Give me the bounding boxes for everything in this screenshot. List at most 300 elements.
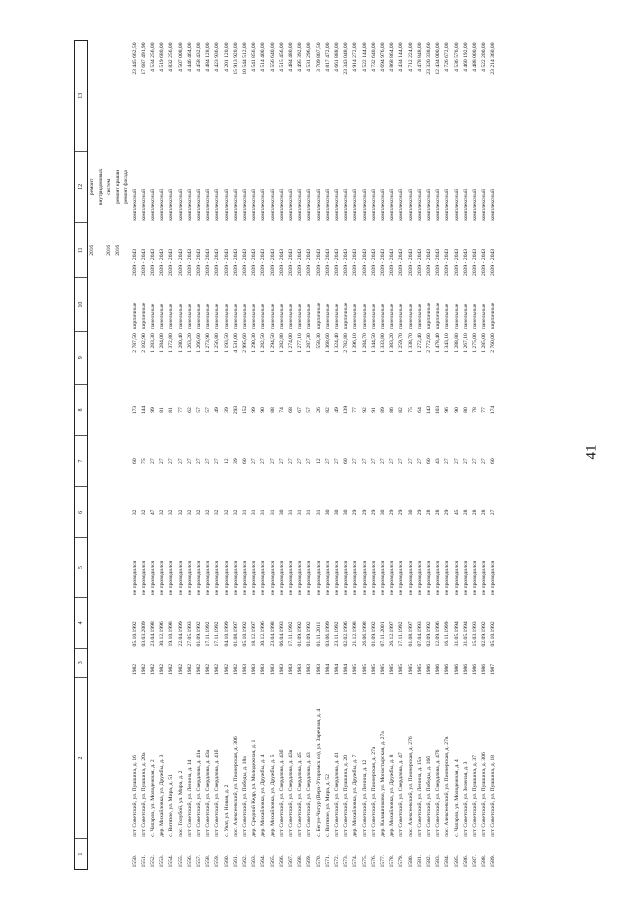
table-cell: комплексный — [435, 188, 442, 221]
table-cell: 1585. — [453, 854, 460, 868]
table-cell: 03.06.1999 — [324, 621, 331, 647]
table-cell: панельные — [453, 303, 460, 330]
table-cell: 1983 — [241, 663, 248, 676]
table-row — [195, 41, 204, 870]
table-cell: пгт Советский, ул. Свердлова, д. 41 — [333, 752, 340, 837]
table-cell: 1 383,20 — [389, 333, 396, 353]
table-row — [443, 41, 452, 870]
table-cell: 4 522 144,00 — [361, 42, 368, 72]
table-cell: 32 — [186, 509, 193, 516]
subheader-row-5 — [122, 41, 131, 870]
table-cell: 1 277,10 — [297, 333, 304, 353]
table-cell: 29 — [352, 509, 359, 516]
table-cell: комплексный — [149, 188, 156, 221]
table-cell: панельные — [214, 303, 221, 330]
subheader-row-3 — [105, 41, 114, 870]
table-cell: 1557. — [195, 854, 202, 868]
table-cell: 27 — [251, 458, 258, 464]
table-cell: 1 272,40 — [416, 333, 423, 353]
table-cell: 02.09.1992 — [426, 621, 432, 647]
table-row — [131, 41, 140, 870]
table-cell: комплексный — [389, 188, 396, 221]
table-cell: панельные — [186, 303, 193, 330]
table-cell: 60 — [490, 458, 497, 464]
table-cell: панельные — [407, 303, 414, 330]
table-cell: комплексный — [398, 188, 405, 221]
table-cell: 1561. — [232, 854, 239, 868]
table-cell: пгт Советский, ул. Свердлова, д. 43 — [306, 752, 313, 837]
table-cell: 27 — [159, 458, 166, 464]
table-cell: 1 333,80 — [379, 333, 386, 353]
table-cell: 1986 — [481, 663, 488, 676]
table-cell: 1982 — [195, 663, 202, 676]
table-body — [88, 41, 499, 870]
table-cell: 2039 - 2043 — [251, 248, 258, 276]
header-col-6: 6 — [75, 487, 88, 538]
table-cell: пгт Советский, ул. Пушкина, д. 20 — [343, 755, 350, 837]
table-row — [342, 41, 351, 870]
table-cell: 4 556 640,00 — [269, 42, 276, 72]
table-cell: 92 — [361, 407, 368, 413]
table-row — [287, 41, 296, 870]
table-cell: пгт Советский, ул. Свердлова, д. 43в — [287, 749, 294, 837]
table-cell: дер. Михайловка, ул. Дружбы, д. 8 — [389, 754, 396, 837]
table-cell: 43 — [435, 458, 442, 464]
table-cell: 75 — [407, 407, 414, 413]
table-cell: 1572. — [333, 854, 340, 868]
table-cell: 1576. — [370, 854, 377, 868]
table-cell: 28 — [435, 509, 442, 516]
table-cell: 27 — [389, 458, 396, 464]
table-cell: 1577. — [379, 854, 386, 868]
table-cell: 01.08.1997 — [407, 621, 414, 647]
table-cell: комплексный — [159, 188, 166, 221]
table-cell: 2039 - 2043 — [306, 248, 313, 276]
table-cell: 1589. — [490, 854, 497, 868]
table-cell: 4 446 464,00 — [186, 42, 193, 72]
table-cell: не проводился — [333, 560, 340, 596]
table-cell: комплексный — [297, 188, 304, 221]
table-cell: комплексный — [177, 188, 184, 221]
table-cell: 62 — [186, 407, 193, 413]
table-cell: с. Чапарло, ул. Молодежная, д. 2 — [149, 759, 156, 837]
table-cell: панельные — [472, 303, 479, 330]
table-cell: не проводился — [149, 560, 156, 596]
subheader-year-3: 2016 — [114, 244, 121, 256]
table-cell: комплексный — [205, 188, 212, 221]
table-cell: панельные — [269, 303, 276, 330]
table-cell: 2039 - 2043 — [453, 248, 460, 276]
table-cell: 10 544 512,00 — [241, 42, 248, 75]
table-cell: 1565. — [269, 854, 276, 868]
table-cell: 39 — [223, 407, 230, 413]
table-cell: не проводился — [361, 560, 368, 596]
table-cell: 32 — [205, 509, 212, 516]
table-cell: панельные — [361, 303, 368, 330]
table-cell: комплексный — [223, 188, 230, 221]
table-cell: 23 320 338,60 — [426, 42, 432, 75]
table-cell: 15 913 920,00 — [232, 42, 239, 75]
table-cell: 1 274,00 — [287, 333, 294, 353]
table-row — [462, 41, 471, 870]
table-cell: 2039 - 2043 — [416, 248, 423, 276]
table-cell: 80 — [462, 407, 469, 413]
table-row — [250, 41, 259, 870]
table-cell: 4 868 864,00 — [389, 42, 396, 72]
table-cell: 1 343,10 — [444, 333, 451, 353]
table-cell: не проводился — [131, 560, 138, 596]
table-row — [241, 41, 250, 870]
table-cell: не проводился — [168, 560, 175, 596]
table-cell: панельные — [398, 303, 405, 330]
table-cell: комплексный — [444, 188, 451, 221]
table-cell: не проводился — [232, 560, 239, 596]
table-cell: панельные — [306, 303, 313, 330]
header-col-10: 10 — [75, 278, 88, 331]
table-cell: 1986 — [472, 663, 479, 676]
table-cell: 2039 - 2043 — [379, 248, 386, 276]
table-cell: комплексный — [343, 188, 350, 221]
table-cell: 4 423 936,00 — [214, 42, 221, 72]
table-cell: кирпичные — [435, 302, 442, 330]
table-cell: 32 — [223, 509, 230, 516]
table-cell: 1556. — [186, 854, 193, 868]
table-row — [324, 41, 333, 870]
table-cell: 143 — [426, 405, 432, 415]
table-cell: кирпичные — [140, 302, 147, 330]
table-cell: пгт Советский, ул. Пушкина, д. 18 — [490, 755, 497, 837]
table-cell: 4 541 856,00 — [251, 42, 258, 72]
table-cell: 27 — [260, 458, 267, 464]
table-cell: 64 — [416, 407, 423, 413]
table-cell: панельные — [205, 303, 212, 330]
table-cell: не проводился — [453, 560, 460, 596]
table-cell: 1984 — [324, 663, 331, 676]
table-cell: 1982 — [159, 663, 166, 676]
table-cell: 27 — [472, 458, 479, 464]
table-cell: 1983 — [315, 663, 322, 676]
table-cell: панельные — [278, 303, 285, 330]
table-cell: 99 — [251, 407, 258, 413]
table-cell: 2 102,90 — [140, 333, 147, 353]
table-cell: 60 — [343, 458, 350, 464]
table-cell: 07.11.2001 — [379, 621, 386, 647]
table-cell: 2039 - 2043 — [205, 248, 212, 276]
table-cell: 1984 — [333, 663, 340, 676]
table-cell: пгт Советский, ул. Свердлова, д. 43а — [205, 749, 212, 837]
table-cell: 1584. — [444, 854, 451, 868]
table-cell: 1568. — [297, 854, 304, 868]
table-cell: не проводился — [214, 560, 221, 596]
table-cell: 1 338,70 — [407, 333, 414, 353]
table-cell: 15.03.1993 — [472, 621, 479, 647]
table-cell: комплексный — [416, 188, 423, 221]
table-cell: панельные — [251, 303, 258, 330]
table-cell: 81 — [168, 407, 175, 413]
table-cell: 01.09.1992 — [195, 621, 202, 647]
table-cell: 12 — [315, 458, 322, 464]
table-cell: панельные — [297, 303, 304, 330]
table-cell: пгт Советский, ул. Свердлова, д. 476 — [435, 749, 442, 837]
table-row — [379, 41, 388, 870]
table-cell: комплексный — [260, 188, 267, 221]
table-cell: панельные — [352, 303, 359, 330]
table-cell: 4 460 192,00 — [462, 42, 469, 72]
table-cell: 1982 — [205, 663, 212, 676]
table-row — [480, 41, 489, 870]
table-cell: 4 712 224,00 — [407, 42, 414, 72]
table-cell: 4 507 008,00 — [177, 42, 184, 72]
table-cell: панельные — [462, 303, 469, 330]
table-cell: не проводился — [444, 560, 451, 596]
table-cell: 2039 - 2043 — [195, 248, 202, 276]
table-cell: 1582. — [426, 854, 432, 868]
table-cell: 4 519 680,00 — [159, 42, 166, 72]
table-cell: не проводился — [324, 560, 331, 596]
table-cell: комплексный — [278, 188, 285, 221]
subheader-row-2 — [97, 41, 106, 870]
table-cell: 23.04.1998 — [269, 621, 276, 647]
table-cell: 90 — [453, 407, 460, 413]
table-cell: 32 — [214, 509, 221, 516]
table-cell: не проводился — [278, 560, 285, 596]
table-cell: 1985 — [352, 663, 359, 676]
table-cell: 2039 - 2043 — [315, 248, 322, 276]
table-cell: 04.10.1999 — [223, 621, 230, 647]
table-cell: не проводился — [379, 560, 386, 596]
table-cell: 2039 - 2043 — [177, 248, 184, 276]
table-cell: 88 — [269, 407, 276, 413]
table-cell: 1 280,40 — [177, 333, 184, 353]
table-cell: кирпичные — [315, 302, 322, 330]
table-cell: 1569. — [306, 854, 313, 868]
table-cell: панельные — [260, 303, 267, 330]
table-cell: 173 — [131, 405, 138, 415]
table-cell: панельные — [287, 303, 294, 330]
table-cell: с. Бегун-Чигур (Верх-Утиримск оз), ул. Заречная, д. 4 — [315, 708, 322, 837]
table-cell: 29 — [361, 509, 368, 516]
table-row — [315, 41, 324, 870]
table-cell: 4 817 472,00 — [324, 42, 331, 72]
table-cell: не проводился — [223, 560, 230, 596]
table-cell: 1558. — [205, 854, 212, 868]
table-cell: 27 — [297, 458, 304, 464]
table-cell: 1986 — [462, 663, 469, 676]
table-cell: 1 282,50 — [260, 333, 267, 353]
table-cell: 1571. — [324, 854, 331, 868]
table-cell: 1985 — [370, 663, 377, 676]
table-cell: 27 — [278, 458, 285, 464]
column-number-header — [75, 41, 88, 870]
table-cell: 4 914 272,00 — [352, 42, 359, 72]
table-cell: 17.11.1992 — [205, 621, 212, 647]
header-col-9: 9 — [75, 331, 88, 384]
header-col-4: 4 — [75, 597, 88, 648]
table-row — [167, 41, 176, 870]
header-col-7: 7 — [75, 436, 88, 487]
table-cell: 1579. — [398, 854, 405, 868]
table-cell: не проводился — [398, 560, 405, 596]
table-cell: панельные — [370, 303, 377, 330]
table-cell: 27 — [361, 458, 368, 464]
table-cell: дер. Михайловка, ул. Дружбы, д. 4 — [260, 754, 267, 837]
table-cell: не проводился — [260, 560, 267, 596]
table-cell: дер. Михайловка, ул. Дружбы, д. 3 — [159, 754, 166, 837]
table-cell: 29 — [370, 509, 377, 516]
table-cell: 29 — [398, 509, 405, 516]
table-cell: 26.12.1997 — [389, 621, 396, 647]
table-cell: 60 — [131, 458, 138, 464]
table-cell: 91 — [370, 407, 377, 413]
table-cell: 1983 — [287, 663, 294, 676]
table-cell: 49 — [333, 407, 340, 413]
subheader-roof-label: ремонт крыши — [114, 169, 121, 204]
table-cell: не проводился — [389, 560, 396, 596]
table-cell: не проводился — [370, 560, 377, 596]
table-cell: 4 531,00 — [232, 333, 239, 353]
housing-register-table — [74, 40, 499, 870]
table-row — [186, 41, 195, 870]
table-cell: 26 — [315, 407, 322, 413]
table-cell: пгт Советский, ул. Победы, д. 16б — [426, 755, 432, 837]
table-cell: 4 531 296,00 — [306, 42, 313, 72]
table-cell: 27 — [205, 458, 212, 464]
table-cell: 2039 - 2043 — [241, 248, 248, 276]
table-cell: 1555. — [177, 854, 184, 868]
table-cell: 1586. — [462, 854, 469, 868]
table-cell: 1553. — [159, 854, 166, 868]
table-cell: 31 — [287, 509, 294, 516]
table-cell: 1985 — [407, 663, 414, 676]
table-cell: 2039 - 2043 — [140, 248, 147, 276]
table-cell: панельные — [481, 303, 488, 330]
table-cell: 27.05.1993 — [186, 621, 193, 647]
table-row — [471, 41, 480, 870]
table-cell: 60 — [241, 458, 248, 464]
table-cell: 1574. — [352, 854, 359, 868]
table-cell: пгт Советский, ул. Пушкина, д. 20а — [140, 752, 147, 837]
table-cell: 1987 — [490, 663, 497, 676]
table-cell: не проводился — [195, 560, 202, 596]
table-cell: 27 — [177, 458, 184, 464]
table-cell: с. Витязое, ул. Мира, д. 51 — [168, 774, 175, 837]
header-col-13: 13 — [75, 41, 88, 152]
table-cell: 1573. — [343, 854, 350, 868]
table-cell: 2039 - 2043 — [214, 248, 221, 276]
table-cell: панельные — [177, 303, 184, 330]
table-cell: панельные — [159, 303, 166, 330]
table-cell: 47 — [149, 509, 156, 516]
table-cell: 2 760,00 — [490, 333, 497, 353]
table-cell: 1562. — [241, 854, 248, 868]
table-cell: 32 — [195, 509, 202, 516]
table-cell: 1575. — [361, 854, 368, 868]
table-cell: 77 — [481, 407, 488, 413]
table-cell: 1567. — [287, 854, 294, 868]
table-cell: 27 — [462, 458, 469, 464]
header-col-11: 11 — [75, 223, 88, 278]
table-cell: комплексный — [131, 188, 138, 221]
table-cell: 4 434 144,00 — [398, 42, 405, 72]
table-cell: 57 — [195, 407, 202, 413]
subheader-row-1 — [88, 41, 97, 870]
table-cell: 17 687 491,90 — [140, 42, 147, 75]
table-cell: 2039 - 2043 — [370, 248, 377, 276]
table-cell: 1982 — [149, 663, 156, 676]
table-cell: комплексный — [472, 188, 479, 221]
table-cell: 1 283,30 — [149, 333, 156, 353]
table-cell: 31 — [241, 509, 248, 516]
table-cell: 90 — [260, 407, 267, 413]
table-cell: 558,30 — [315, 333, 322, 349]
table-cell: комплексный — [241, 188, 248, 221]
table-cell: 1559. — [214, 854, 221, 868]
table-cell: 30.12.1996 — [260, 621, 267, 647]
table-cell: панельные — [223, 303, 230, 330]
table-cell: 1 282,80 — [278, 333, 285, 353]
table-cell: 82 — [398, 407, 405, 413]
table-cell: 2039 - 2043 — [269, 248, 276, 276]
table-cell: 27 — [149, 458, 156, 464]
table-cell: 1985 — [416, 663, 423, 676]
table-cell: 27 — [379, 458, 386, 464]
table-row — [434, 41, 443, 870]
table-cell: 1982 — [214, 663, 221, 676]
table-cell: 2 787,50 — [131, 333, 138, 353]
table-cell: 1 273,90 — [205, 333, 212, 353]
table-cell: 1 372,80 — [168, 333, 175, 353]
table-cell: 49 — [214, 407, 221, 413]
table-cell: 2039 - 2043 — [407, 248, 414, 276]
table-cell: не проводился — [159, 560, 166, 596]
subheader-facade-label: ремонт фасада — [123, 170, 129, 204]
table-cell: 2039 - 2043 — [343, 248, 350, 276]
table-cell: 1 287,30 — [306, 333, 313, 353]
table-row — [407, 41, 416, 870]
table-cell: 2 782,80 — [343, 333, 350, 353]
table-cell: 01.09.1992 — [370, 621, 377, 647]
table-cell: дер. Михайловка, ул. Дружбы, д. 7 — [352, 754, 359, 837]
table-cell: 1 263,20 — [186, 333, 193, 353]
table-cell: не проводился — [241, 560, 248, 596]
table-cell: 1982 — [168, 663, 175, 676]
table-cell: панельные — [232, 303, 239, 330]
table-cell: пгт Советский, ул. Пионерская, д. 27а — [370, 746, 377, 837]
table-cell: панельные — [168, 303, 175, 330]
table-cell: не проводился — [407, 560, 414, 596]
table-cell: 28 — [462, 509, 469, 516]
table-row — [397, 41, 406, 870]
table-row — [158, 41, 167, 870]
table-cell: комплексный — [214, 188, 221, 221]
table-cell: 27 — [481, 458, 488, 464]
table-cell: 31.05.1994 — [462, 621, 469, 647]
table-cell: 4 484 128,00 — [205, 42, 212, 72]
header-col-12: 12 — [75, 151, 88, 223]
table-cell: кирпичные — [490, 302, 497, 330]
table-cell: 1552. — [149, 854, 156, 868]
table-cell: 2039 - 2043 — [444, 248, 451, 276]
table-cell: 1985 — [379, 663, 386, 676]
table-cell: 1 324,40 — [333, 333, 340, 353]
table-cell: 27 — [186, 458, 193, 464]
table-cell: 27 — [333, 458, 340, 464]
table-cell: 1 294,50 — [269, 333, 276, 353]
table-row — [259, 41, 268, 870]
table-cell: 27 — [306, 458, 313, 464]
table-row — [416, 41, 425, 870]
table-cell: 1983 — [260, 663, 267, 676]
